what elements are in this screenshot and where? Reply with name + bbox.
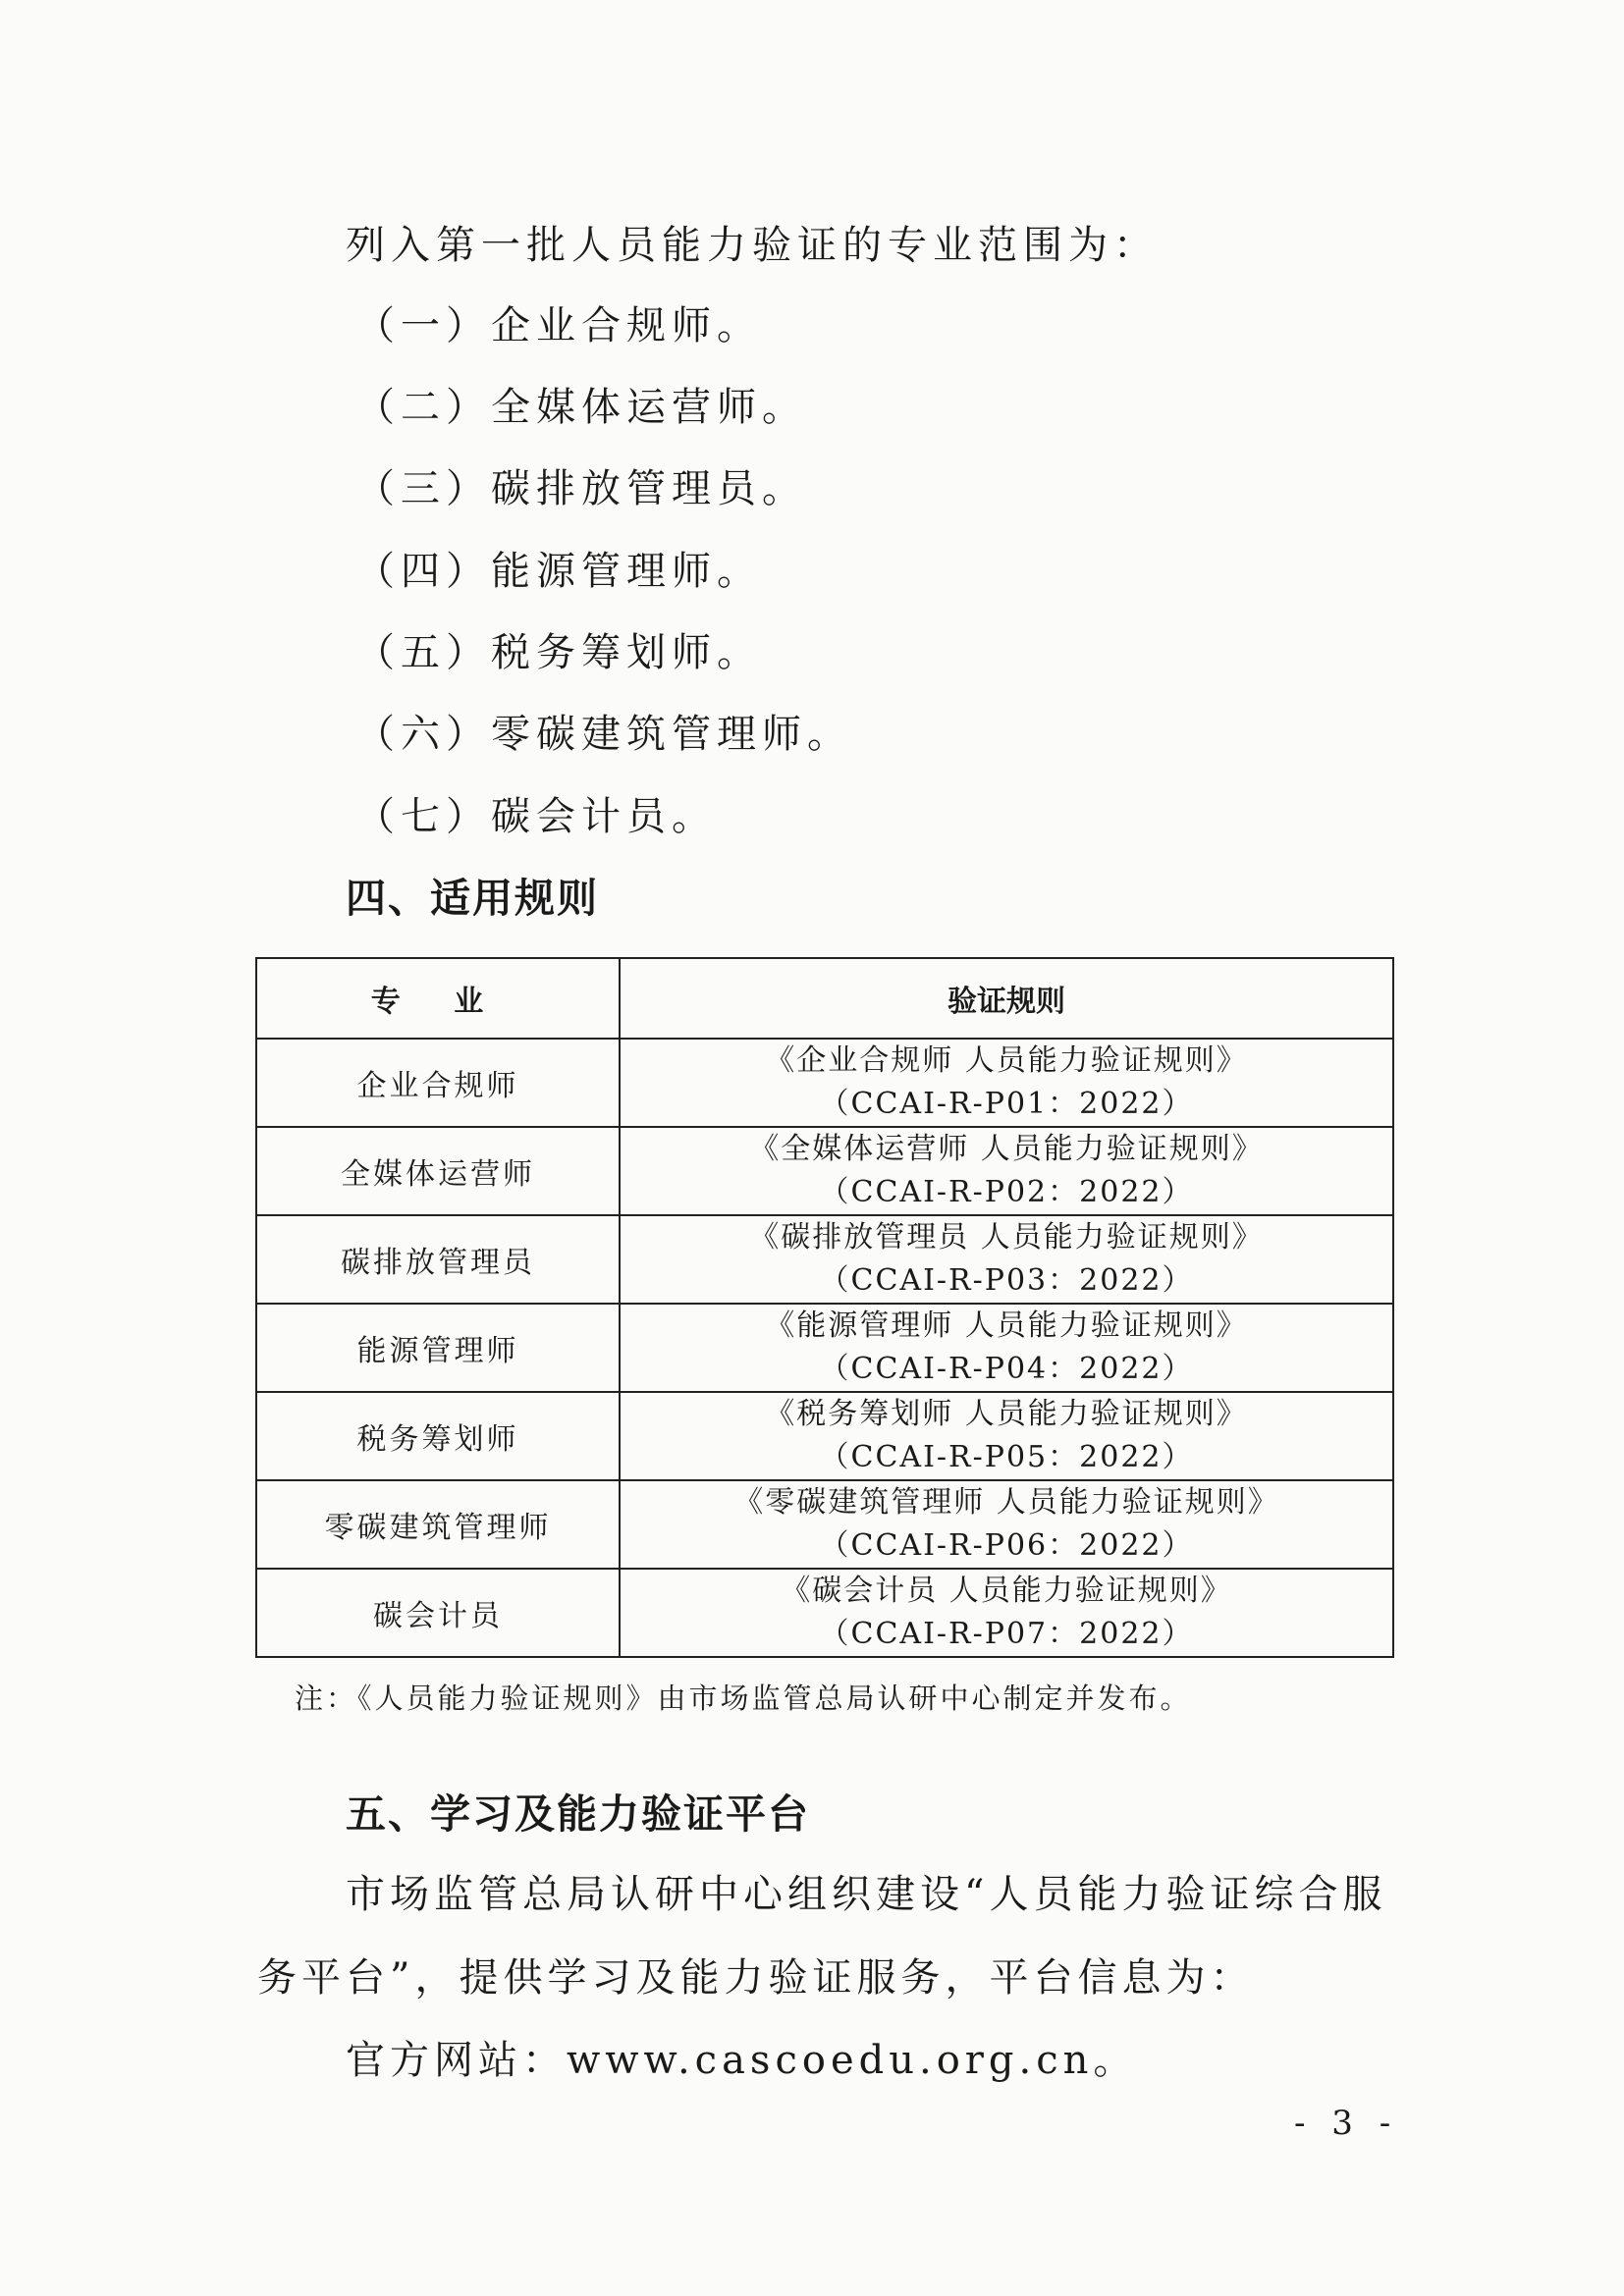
major-cell: 税务筹划师 xyxy=(256,1392,620,1480)
rule-name: 《碳会计员 人员能力验证规则》 xyxy=(781,1574,1232,1608)
rules-table xyxy=(255,957,1394,1658)
rule-cell xyxy=(620,1480,1393,1569)
paragraph-line: 务平台”，提供学习及能力验证服务，平台信息为： xyxy=(257,1955,1255,2001)
section-heading-rules: 四、适用规则 xyxy=(346,875,599,922)
rule-name: 《企业合规师 人员能力验证规则》 xyxy=(765,1043,1248,1078)
major-cell: 碳会计员 xyxy=(256,1569,620,1657)
rule-code: （CCAI-R-P02：2022） xyxy=(819,1175,1194,1209)
rule-code: （CCAI-R-P05：2022） xyxy=(819,1440,1194,1474)
rule-code: （CCAI-R-P06：2022） xyxy=(819,1528,1194,1563)
list-item: （七）碳会计员。 xyxy=(355,794,717,839)
rule-code: （CCAI-R-P01：2022） xyxy=(819,1087,1194,1121)
page-number: - 3 - xyxy=(1294,2104,1399,2143)
website-line: 官方网站：www.cascoedu.org.cn。 xyxy=(346,2038,1138,2083)
major-cell: 企业合规师 xyxy=(256,1039,620,1127)
rule-code: （CCAI-R-P03：2022） xyxy=(819,1263,1194,1298)
intro-text: 列入第一批人员能力验证的专业范围为： xyxy=(346,223,1159,268)
table-row xyxy=(256,1392,1393,1480)
table-row xyxy=(256,1215,1393,1304)
rule-code: （CCAI-R-P04：2022） xyxy=(819,1352,1194,1386)
rule-name: 《税务筹划师 人员能力验证规则》 xyxy=(765,1397,1248,1431)
rule-cell xyxy=(620,1392,1393,1480)
table-row xyxy=(256,1569,1393,1657)
list-item: （五）税务筹划师。 xyxy=(355,630,762,675)
major-cell: 全媒体运营师 xyxy=(256,1127,620,1215)
rule-name: 《零碳建筑管理师 人员能力验证规则》 xyxy=(733,1485,1279,1520)
table-header-row xyxy=(256,958,1393,1039)
table-row xyxy=(256,1480,1393,1569)
list-item: （四）能源管理师。 xyxy=(355,549,762,594)
list-item: （一）企业合规师。 xyxy=(355,303,762,348)
rule-cell xyxy=(620,1039,1393,1127)
list-item: （三）碳排放管理员。 xyxy=(355,466,807,511)
list-item: （二）全媒体运营师。 xyxy=(355,385,807,430)
section-heading-platform: 五、学习及能力验证平台 xyxy=(346,1790,810,1838)
rule-name: 《碳排放管理员 人员能力验证规则》 xyxy=(749,1220,1264,1255)
major-cell: 碳排放管理员 xyxy=(256,1215,620,1304)
paragraph-line: 市场监管总局认研中心组织建设“人员能力验证综合服 xyxy=(346,1872,1387,1917)
major-cell: 能源管理师 xyxy=(256,1304,620,1392)
rule-cell xyxy=(620,1569,1393,1657)
table-row xyxy=(256,1304,1393,1392)
table-note: 注：《人员能力验证规则》由市场监管总局认研中心制定并发布。 xyxy=(295,1682,1192,1715)
rule-name: 《全媒体运营师 人员能力验证规则》 xyxy=(749,1132,1264,1166)
rule-cell xyxy=(620,1215,1393,1304)
rule-code: （CCAI-R-P07：2022） xyxy=(819,1617,1194,1651)
table-row xyxy=(256,1039,1393,1127)
column-header-rule: 验证规则 xyxy=(620,958,1393,1039)
column-header-major: 专 业 xyxy=(256,958,620,1039)
table-row xyxy=(256,1127,1393,1215)
major-cell: 零碳建筑管理师 xyxy=(256,1480,620,1569)
rule-name: 《能源管理师 人员能力验证规则》 xyxy=(765,1308,1248,1343)
rule-cell xyxy=(620,1304,1393,1392)
rule-cell xyxy=(620,1127,1393,1215)
list-item: （六）零碳建筑管理师。 xyxy=(355,712,852,757)
